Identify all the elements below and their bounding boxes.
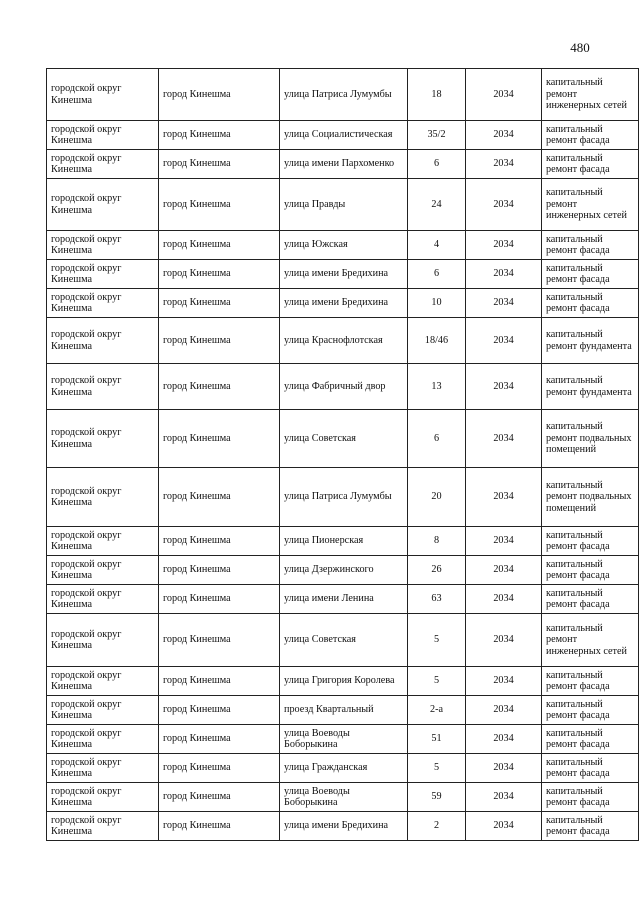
page-number: 480 (570, 40, 590, 55)
street-cell: улица Гражданская (280, 754, 408, 783)
year-cell: 2034 (466, 260, 542, 289)
house-number-cell: 26 (408, 556, 466, 585)
city-cell: город Кинешма (159, 69, 280, 121)
district-cell: городской округ Кинешма (47, 754, 159, 783)
district-cell: городской округ Кинешма (47, 179, 159, 231)
work-type-cell: капитальный ремонт фундамента (542, 364, 639, 410)
year-cell: 2034 (466, 410, 542, 468)
table-row (47, 812, 639, 841)
district-cell: городской округ Кинешма (47, 585, 159, 614)
table-row (47, 231, 639, 260)
district-cell: городской округ Кинешма (47, 364, 159, 410)
table-row (47, 150, 639, 179)
house-number-cell: 63 (408, 585, 466, 614)
street-cell: улица Воеводы Боборыкина (280, 783, 408, 812)
work-type-cell: капитальный ремонт фундамента (542, 318, 639, 364)
district-cell: городской округ Кинешма (47, 556, 159, 585)
house-number-cell: 59 (408, 783, 466, 812)
street-cell: улица имени Ленина (280, 585, 408, 614)
district-cell: городской округ Кинешма (47, 318, 159, 364)
year-cell: 2034 (466, 585, 542, 614)
year-cell: 2034 (466, 364, 542, 410)
table-row (47, 696, 639, 725)
year-cell: 2034 (466, 69, 542, 121)
street-cell: улица Патриса Лумумбы (280, 69, 408, 121)
city-cell: город Кинешма (159, 527, 280, 556)
street-cell: улица Советская (280, 410, 408, 468)
district-cell: городской округ Кинешма (47, 69, 159, 121)
house-number-cell: 8 (408, 527, 466, 556)
work-type-cell: капитальный ремонт фасада (542, 696, 639, 725)
street-cell: улица имени Бредихина (280, 812, 408, 841)
year-cell: 2034 (466, 150, 542, 179)
city-cell: город Кинешма (159, 231, 280, 260)
work-type-cell: капитальный ремонт фасада (542, 754, 639, 783)
district-cell: городской округ Кинешма (47, 289, 159, 318)
year-cell: 2034 (466, 179, 542, 231)
table-row (47, 260, 639, 289)
table-row (47, 364, 639, 410)
year-cell: 2034 (466, 231, 542, 260)
work-type-cell: капитальный ремонт фасада (542, 725, 639, 754)
work-type-cell: капитальный ремонт фасада (542, 289, 639, 318)
street-cell: улица Пионерская (280, 527, 408, 556)
street-cell: улица Патриса Лумумбы (280, 468, 408, 527)
table-row (47, 783, 639, 812)
table-row (47, 468, 639, 527)
street-cell: улица имени Пархоменко (280, 150, 408, 179)
house-number-cell: 18/46 (408, 318, 466, 364)
city-cell: город Кинешма (159, 364, 280, 410)
house-number-cell: 2 (408, 812, 466, 841)
table-row (47, 318, 639, 364)
street-cell: проезд Квартальный (280, 696, 408, 725)
city-cell: город Кинешма (159, 667, 280, 696)
work-type-cell: капитальный ремонт фасада (542, 783, 639, 812)
street-cell: улица Краснофлотская (280, 318, 408, 364)
house-number-cell: 5 (408, 667, 466, 696)
city-cell: город Кинешма (159, 289, 280, 318)
house-number-cell: 6 (408, 410, 466, 468)
table-row (47, 527, 639, 556)
district-cell: городской округ Кинешма (47, 121, 159, 150)
city-cell: город Кинешма (159, 556, 280, 585)
city-cell: город Кинешма (159, 318, 280, 364)
city-cell: город Кинешма (159, 260, 280, 289)
table-row (47, 69, 639, 121)
district-cell: городской округ Кинешма (47, 812, 159, 841)
year-cell: 2034 (466, 812, 542, 841)
street-cell: улица Григория Королева (280, 667, 408, 696)
year-cell: 2034 (466, 696, 542, 725)
work-type-cell: капитальный ремонт фасада (542, 527, 639, 556)
table-row (47, 121, 639, 150)
city-cell: город Кинешма (159, 783, 280, 812)
street-cell: улица Правды (280, 179, 408, 231)
year-cell: 2034 (466, 783, 542, 812)
district-cell: городской округ Кинешма (47, 260, 159, 289)
district-cell: городской округ Кинешма (47, 667, 159, 696)
year-cell: 2034 (466, 121, 542, 150)
work-type-cell: капитальный ремонт фасада (542, 556, 639, 585)
city-cell: город Кинешма (159, 468, 280, 527)
district-cell: городской округ Кинешма (47, 783, 159, 812)
city-cell: город Кинешма (159, 614, 280, 667)
house-number-cell: 5 (408, 614, 466, 667)
district-cell: городской округ Кинешма (47, 468, 159, 527)
house-number-cell: 24 (408, 179, 466, 231)
year-cell: 2034 (466, 289, 542, 318)
table-row (47, 556, 639, 585)
street-cell: улица Социалистическая (280, 121, 408, 150)
district-cell: городской округ Кинешма (47, 150, 159, 179)
table-row (47, 179, 639, 231)
house-number-cell: 10 (408, 289, 466, 318)
work-type-cell: капитальный ремонт фасада (542, 812, 639, 841)
district-cell: городской округ Кинешма (47, 410, 159, 468)
city-cell: город Кинешма (159, 725, 280, 754)
house-number-cell: 6 (408, 150, 466, 179)
year-cell: 2034 (466, 468, 542, 527)
street-cell: улица имени Бредихина (280, 289, 408, 318)
city-cell: город Кинешма (159, 812, 280, 841)
table-row (47, 410, 639, 468)
work-type-cell: капитальный ремонт фасада (542, 121, 639, 150)
city-cell: город Кинешма (159, 179, 280, 231)
house-number-cell: 51 (408, 725, 466, 754)
year-cell: 2034 (466, 754, 542, 783)
table-row (47, 585, 639, 614)
city-cell: город Кинешма (159, 121, 280, 150)
city-cell: город Кинешма (159, 585, 280, 614)
repair-registry-table (46, 68, 639, 841)
year-cell: 2034 (466, 556, 542, 585)
registry-table-body (47, 69, 639, 841)
work-type-cell: капитальный ремонт инженерных сетей (542, 69, 639, 121)
city-cell: город Кинешма (159, 754, 280, 783)
work-type-cell: капитальный ремонт фасада (542, 150, 639, 179)
table-row (47, 667, 639, 696)
year-cell: 2034 (466, 527, 542, 556)
house-number-cell: 2-а (408, 696, 466, 725)
district-cell: городской округ Кинешма (47, 725, 159, 754)
house-number-cell: 18 (408, 69, 466, 121)
district-cell: городской округ Кинешма (47, 527, 159, 556)
year-cell: 2034 (466, 667, 542, 696)
house-number-cell: 4 (408, 231, 466, 260)
street-cell: улица Южская (280, 231, 408, 260)
table-row (47, 725, 639, 754)
street-cell: улица Фабричный двор (280, 364, 408, 410)
house-number-cell: 5 (408, 754, 466, 783)
year-cell: 2034 (466, 614, 542, 667)
work-type-cell: капитальный ремонт фасада (542, 667, 639, 696)
work-type-cell: капитальный ремонт фасада (542, 585, 639, 614)
district-cell: городской округ Кинешма (47, 614, 159, 667)
house-number-cell: 6 (408, 260, 466, 289)
work-type-cell: капитальный ремонт подвальных помещений (542, 468, 639, 527)
house-number-cell: 13 (408, 364, 466, 410)
house-number-cell: 20 (408, 468, 466, 527)
street-cell: улица Дзержинского (280, 556, 408, 585)
street-cell: улица Советская (280, 614, 408, 667)
work-type-cell: капитальный ремонт инженерных сетей (542, 614, 639, 667)
table-row (47, 754, 639, 783)
work-type-cell: капитальный ремонт фасада (542, 260, 639, 289)
district-cell: городской округ Кинешма (47, 231, 159, 260)
work-type-cell: капитальный ремонт подвальных помещений (542, 410, 639, 468)
street-cell: улица имени Бредихина (280, 260, 408, 289)
year-cell: 2034 (466, 318, 542, 364)
year-cell: 2034 (466, 725, 542, 754)
city-cell: город Кинешма (159, 696, 280, 725)
district-cell: городской округ Кинешма (47, 696, 159, 725)
work-type-cell: капитальный ремонт инженерных сетей (542, 179, 639, 231)
work-type-cell: капитальный ремонт фасада (542, 231, 639, 260)
house-number-cell: 35/2 (408, 121, 466, 150)
city-cell: город Кинешма (159, 150, 280, 179)
table-row (47, 289, 639, 318)
city-cell: город Кинешма (159, 410, 280, 468)
street-cell: улица Воеводы Боборыкина (280, 725, 408, 754)
table-row (47, 614, 639, 667)
